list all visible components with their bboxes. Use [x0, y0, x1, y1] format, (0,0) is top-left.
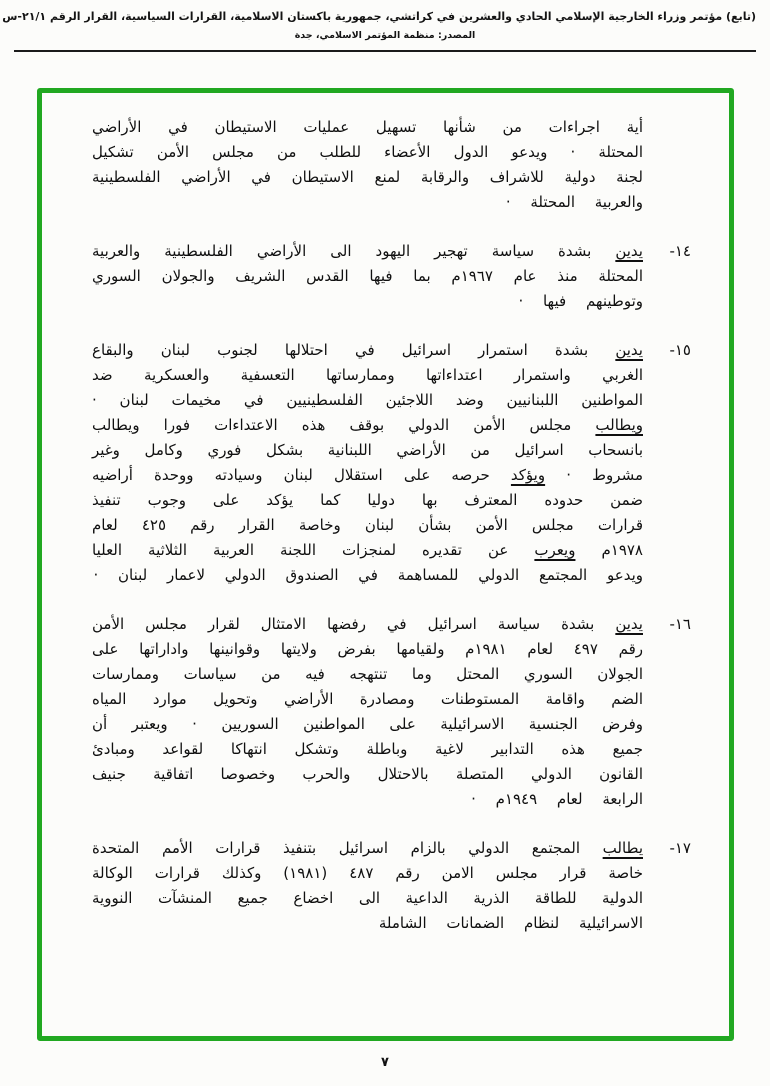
underlined-word: يدين: [615, 242, 643, 260]
item-number: ١٥-: [669, 341, 691, 359]
header-divider: [14, 50, 756, 52]
item-text: [92, 239, 643, 314]
intro-paragraph: أية اجراءات من شأنها تسهيل عمليات الاستيطان في الأراضي المحتلة · ويدعو الدول الأعضاء للطلب من مجلس الأمن تشكيل لجنة دولية للاشراف والرقابة لمنع الاستيطان في الأراضي الفلسطينية والعربية المحتلة ·: [92, 118, 643, 211]
underlined-word: ويطالب: [595, 416, 643, 434]
underlined-word: يدين: [615, 615, 643, 633]
text-segment: حرصه على استقلال لبنان وسيادته ووحدة أراضيه ضمن حدوده المعترف بها دوليا كما يؤكد على وجوب تنفيذ قرارات مجلس الأمن بشأن لبنان وخاصة القرار رقم ٤٢٥ لعام ١٩٧٨م: [92, 466, 643, 559]
green-highlight-frame: [37, 88, 734, 1041]
resolution-item: [92, 612, 691, 812]
resolution-item: [92, 836, 691, 936]
item-number: ١٤-: [669, 242, 691, 260]
page-number: ٧: [381, 1055, 389, 1070]
item-text: [92, 612, 643, 812]
item-text: [92, 836, 643, 936]
document-text: [92, 115, 691, 936]
text-segment: بشدة سياسة تهجير اليهود الى الأراضي الفلسطينية والعربية المحتلة منذ عام ١٩٦٧م بما فيها القدس الشريف والجولان السوري وتوطينهم فيها ·: [92, 242, 643, 310]
underlined-word: ويؤكد: [510, 466, 546, 484]
text-segment: المجتمع الدولي بالزام اسرائيل بتنفيذ قرارات الأمم المتحدة خاصة قرار مجلس الامن رقم ٤٨٧ (١٩٨١) وكذلك قرارات الوكالة الدولية للطاقة الذرية الداعية الى اخضاع جميع المنشآت النووية الاسرائيلية لنظام الضمانات الشاملة: [92, 839, 644, 932]
resolution-list: [92, 239, 691, 936]
underlined-word: يدين: [615, 341, 643, 359]
text-segment: عن تقديره لمنجزات اللجنة العربية الثلاثية العليا ويدعو المجتمع الدولي للمساهمة في الصندوق الدولي لاعمار لبنان ·: [92, 541, 643, 584]
item-text: [92, 338, 643, 588]
header-citation: (تابع) مؤتمر وزراء الخارجية الإسلامي الحادي والعشرين في كراتشي، جمهورية باكستان الاسلامية، القرارات السياسية، القرار الرقم ٢١/١-س: [2, 10, 756, 23]
text-segment: بشدة سياسة اسرائيل في رفضها الامتثال لقرار مجلس الأمن رقم ٤٩٧ لعام ١٩٨١م ولقيامها بفرض ولايتها وقوانينها واداراتها على الجولان السوري المحتل وما تنتهجه فيه من سياسات وممارسات الضم واقامة المستوطنات ومصادرة الأراضي وتحويل موارد المياه وفرض الجنسية الاسرائيلية على المواطنين السوريين · ويعتبر أن جميع هذه التدابير لاغية وباطلة وتشكل انتهاكا لقواعد ومبادئ القانون الدولي المتصلة بالاحتلال والحرب وخصوصا اتفاقية جنيف الرابعة لعام ١٩٤٩م ·: [92, 615, 643, 808]
text-segment: بشدة استمرار اسرائيل في احتلالها لجنوب لبنان والبقاع الغربي واستمرار اعتداءاتها وممارساتها التعسفية والعسكرية ضد المواطنين اللبنانيين وضد اللاجئين الفلسطينيين في مخيمات لبنان ·: [92, 341, 643, 409]
header-source: المصدر: منظمة المؤتمر الاسلامي، جدة: [294, 30, 476, 41]
resolution-item: [92, 239, 691, 314]
resolution-item: [92, 338, 691, 588]
page-header: [0, 0, 770, 52]
underlined-word: ويعرب: [534, 541, 576, 559]
item-number: ١٦-: [669, 615, 691, 633]
underlined-word: يطالب: [602, 839, 643, 857]
text-segment: مجلس الأمن الدولي بوقف هذه الاعتداءات فورا ويطالب بانسحاب اسرائيل من الأراضي اللبنانية بشكل فوري وكامل وغير مشروط ·: [92, 416, 643, 484]
item-number: ١٧-: [669, 839, 691, 857]
